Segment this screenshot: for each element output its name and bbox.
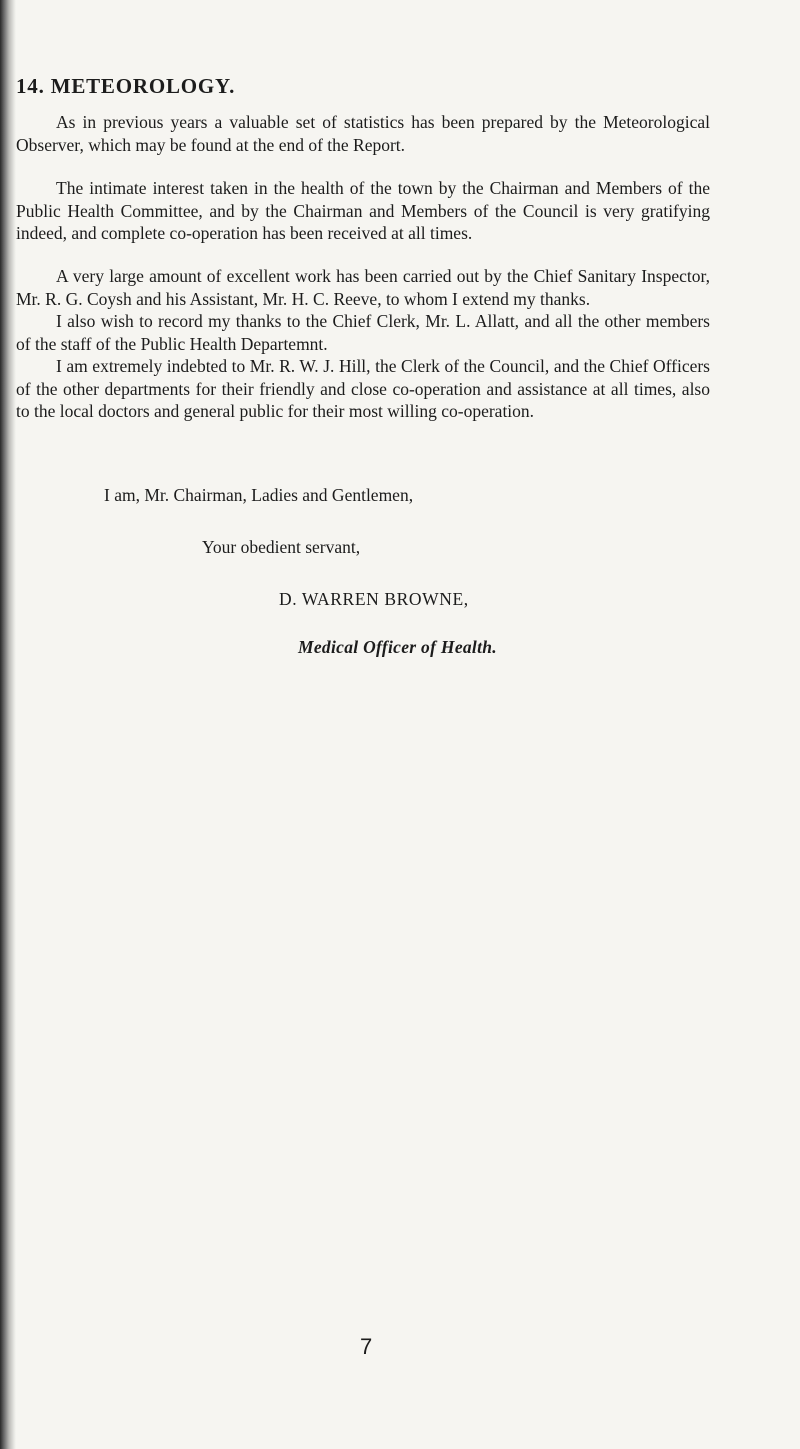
- paragraph-committee-interest: The intimate interest taken in the health of the town by the Chairman and Members of the Public Health Committee, and by the Chairman and Members of the Council is very gratifying indeed, and complete co-operation has been received at all times.: [16, 178, 710, 244]
- signatory-name: D. WARREN BROWNE,: [279, 589, 469, 609]
- paragraph-meteorology-statistics: As in previous years a valuable set of statistics has been prepared by the Meteorological Observer, which may be found at the end of the Report.: [16, 112, 710, 155]
- closing-salutation: I am, Mr. Chairman, Ladies and Gentlemen,: [104, 485, 414, 505]
- page-number: 7: [360, 1334, 373, 1359]
- signatory-title: Medical Officer of Health.: [298, 637, 497, 657]
- paragraph-sanitary-inspector: A very large amount of excellent work has been carried out by the Chief Sanitary Inspector, Mr. R. G. Coysh and his Assistant, Mr. H. C. Reeve, to whom I extend my thanks.: [16, 266, 710, 309]
- closing-valediction: Your obedient servant,: [202, 537, 361, 557]
- paragraph-clerk-of-council: I am extremely indebted to Mr. R. W. J. Hill, the Clerk of the Council, and the Chief Officers of the other departments for their friendly and close co-operation and assistance at all times, also to the local doctors and general public for their most willing co-operation.: [16, 356, 710, 422]
- section-heading: 14. METEOROLOGY.: [16, 74, 236, 98]
- binding-edge-shadow: [0, 0, 16, 1449]
- paragraph-chief-clerk: I also wish to record my thanks to the Chief Clerk, Mr. L. Allatt, and all the other members of the staff of the Public Health Departemnt.: [16, 311, 710, 354]
- document-page: [16, 0, 800, 1449]
